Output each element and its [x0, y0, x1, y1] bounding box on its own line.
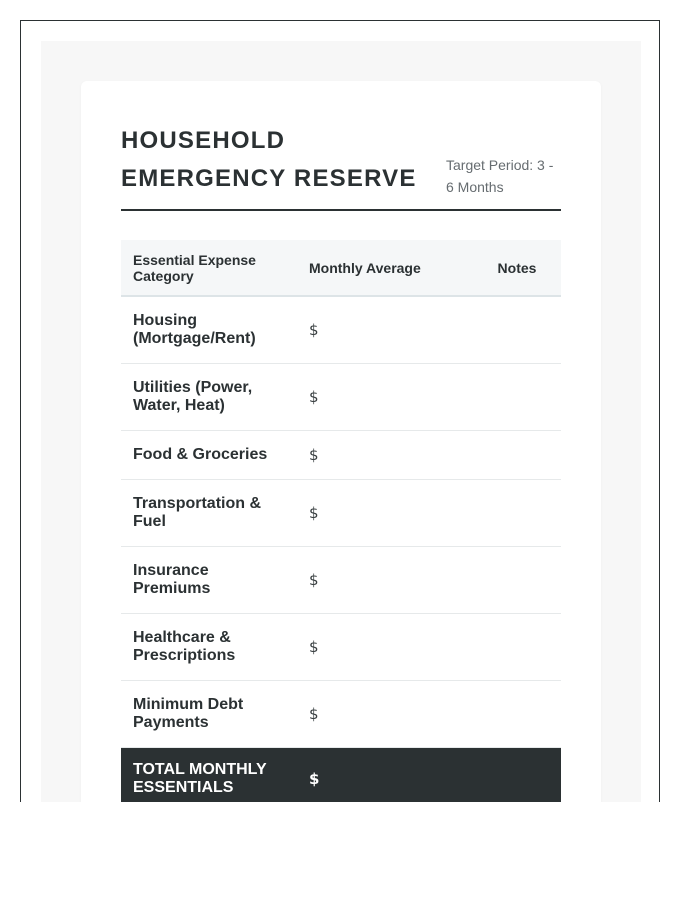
- row-amount[interactable]: $: [297, 363, 473, 430]
- column-header-notes: Notes: [473, 240, 561, 296]
- row-amount[interactable]: $: [297, 430, 473, 479]
- row-notes[interactable]: [473, 680, 561, 747]
- total-row: [121, 747, 561, 802]
- row-amount[interactable]: $: [297, 680, 473, 747]
- column-header-category: Essential Expense Category: [121, 240, 297, 296]
- row-category: Healthcare & Prescriptions: [121, 613, 297, 680]
- document-title: HOUSEHOLD EMERGENCY RESERVE: [121, 127, 417, 192]
- row-amount[interactable]: $: [297, 613, 473, 680]
- row-notes[interactable]: [473, 363, 561, 430]
- row-category: Minimum Debt Payments: [121, 680, 297, 747]
- table-header-row: [121, 240, 561, 296]
- table-row: [121, 680, 561, 747]
- page-backdrop: [41, 41, 641, 802]
- document-header: [121, 121, 561, 211]
- row-notes[interactable]: [473, 296, 561, 363]
- reserve-card: [81, 81, 601, 802]
- total-label: TOTAL MONTHLY ESSENTIALS: [121, 747, 297, 802]
- table-row: [121, 430, 561, 479]
- row-notes[interactable]: [473, 546, 561, 613]
- total-notes[interactable]: [473, 747, 561, 802]
- table-row: [121, 546, 561, 613]
- row-amount[interactable]: $: [297, 296, 473, 363]
- row-category: Housing (Mortgage/Rent): [121, 296, 297, 363]
- row-category: Utilities (Power, Water, Heat): [121, 363, 297, 430]
- expense-table: [121, 240, 561, 802]
- table-row: [121, 613, 561, 680]
- row-notes[interactable]: [473, 479, 561, 546]
- table-row: [121, 479, 561, 546]
- row-category: Food & Groceries: [121, 430, 297, 479]
- row-amount[interactable]: $: [297, 479, 473, 546]
- row-category: Transportation & Fuel: [121, 479, 297, 546]
- page-frame: [20, 20, 660, 802]
- column-header-monthly-average: Monthly Average: [297, 240, 473, 296]
- total-amount[interactable]: $: [297, 747, 473, 802]
- row-amount[interactable]: $: [297, 546, 473, 613]
- row-notes[interactable]: [473, 430, 561, 479]
- target-period: Target Period: 3 - 6 Months: [446, 157, 554, 195]
- row-notes[interactable]: [473, 613, 561, 680]
- table-row: [121, 296, 561, 363]
- row-category: Insurance Premiums: [121, 546, 297, 613]
- table-row: [121, 363, 561, 430]
